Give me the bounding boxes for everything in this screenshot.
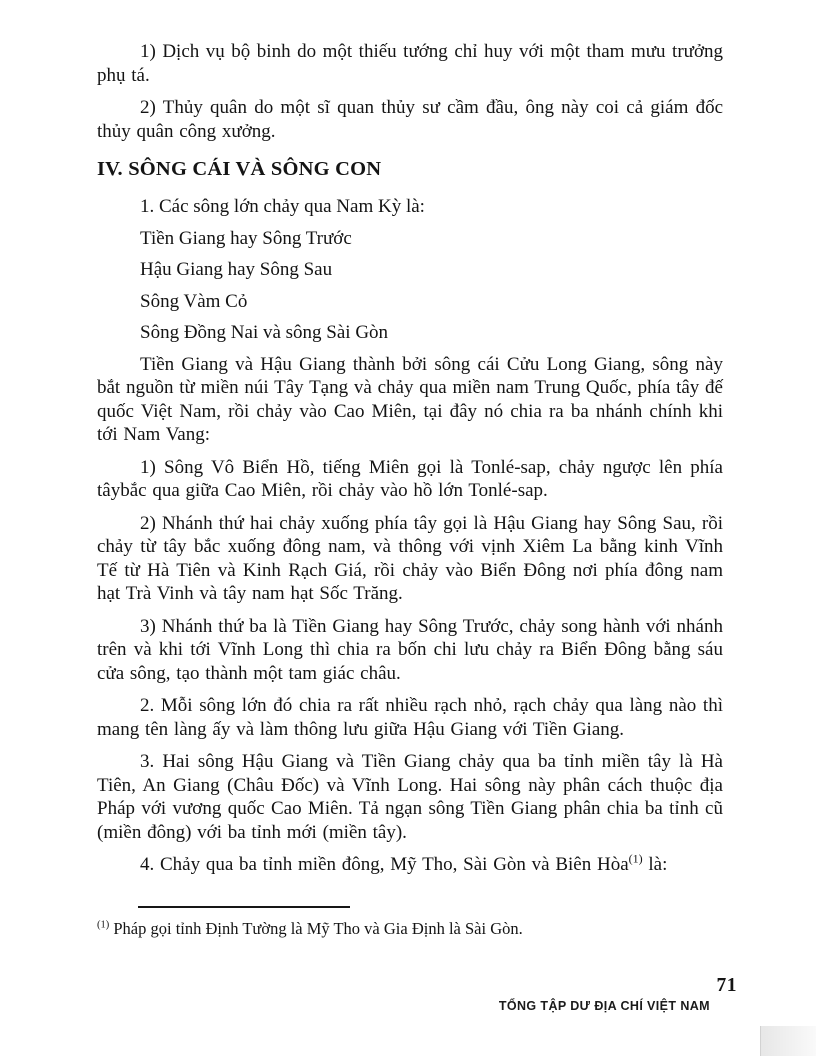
footnote-divider	[138, 906, 350, 908]
river-name-line: Tiền Giang hay Sông Trước	[140, 227, 352, 249]
body-paragraph: Tiền Giang và Hậu Giang thành bởi sông cái Cửu Long Giang, sông này bắt nguồn từ miền núi Tây Tạng và chảy qua miền nam Trung Quốc, phía tây đế quốc Việt Nam, rồi chảy vào Cao Miên, tại đây nó chia ra ba nhánh chính khi tới Nam Vang:	[97, 353, 723, 445]
footnote	[97, 918, 723, 939]
footnote-reference: (1)	[628, 851, 643, 866]
paragraph-text-before-ref: 4. Chảy qua ba tỉnh miền đông, Mỹ Tho, Sài Gòn và Biên Hòa	[140, 854, 629, 875]
scan-edge-shadow	[760, 1026, 816, 1056]
intro-paragraph-1: 1) Dịch vụ bộ binh do một thiếu tướng chỉ huy với một tham mưu trưởng phụ tá.	[97, 41, 723, 86]
body-paragraph: 3. Hai sông Hậu Giang và Tiền Giang chảy qua ba tỉnh miền tây là Hà Tiên, An Giang (Châu Đốc) và Vĩnh Long. Hai sông này phân cách thuộc địa Pháp với vương quốc Cao Miên. Tả ngạn sông Tiền Giang phân chia ba tỉnh cũ (miền đông) với ba tỉnh mới (miền tây).	[97, 751, 723, 843]
body-paragraph: 2. Mỗi sông lớn đó chia ra rất nhiều rạch nhỏ, rạch chảy qua làng nào thì mang tên làng ấy và làm thông lưu giữa Hậu Giang với Tiền Giang.	[97, 695, 723, 740]
footnote-text: Pháp gọi tỉnh Định Tường là Mỹ Tho và Gia Định là Sài Gòn.	[109, 919, 523, 938]
body-paragraph-with-footnote	[97, 853, 723, 877]
river-name-line: Sông Vàm Cỏ	[140, 290, 248, 312]
river-name-line: Hậu Giang hay Sông Sau	[140, 259, 333, 280]
paragraph-text-after-ref: là:	[642, 854, 668, 875]
intro-paragraph-2: 2) Thủy quân do một sĩ quan thủy sư cầm đầu, ông này coi cả giám đốc thủy quân công xưởng.	[97, 97, 723, 142]
body-paragraph: 2) Nhánh thứ hai chảy xuống phía tây gọi là Hậu Giang hay Sông Sau, rồi chảy từ tây bắc xuống đông nam, và thông với vịnh Xiêm La bằng kinh Vĩnh Tế từ Hà Tiên và Kinh Rạch Giá, rồi chảy vào Biển Đông nơi phía đông nam hạt Trà Vinh và tây nam hạt Sốc Trăng.	[97, 512, 723, 604]
river-name-line: Sông Đồng Nai và sông Sài Gòn	[140, 322, 389, 343]
body-paragraph: 3) Nhánh thứ ba là Tiền Giang hay Sông Trước, chảy song hành với nhánh trên và khi tới Vĩnh Long thì chia ra bốn chi lưu chảy ra Biển Đông bằng sáu cửa sông, tạo thành một tam giác châu.	[97, 615, 723, 684]
list-intro-line: 1. Các sông lớn chảy qua Nam Kỳ là:	[140, 196, 425, 217]
book-title-running-footer: TỔNG TẬP DƯ ĐỊA CHÍ VIỆT NAM	[498, 999, 710, 1013]
section-heading: IV. SÔNG CÁI VÀ SÔNG CON	[97, 158, 382, 180]
footnote-marker: (1)	[97, 919, 110, 931]
text-content-area	[97, 40, 723, 886]
footnote-section	[97, 906, 723, 939]
page-number: 71	[716, 975, 737, 996]
body-paragraph: 1) Sông Vô Biển Hồ, tiếng Miên gọi là Tonlé-sap, chảy ngược lên phía tâybắc qua giữa Cao Miên, rồi chảy vào hồ lớn Tonlé-sap.	[97, 456, 723, 501]
